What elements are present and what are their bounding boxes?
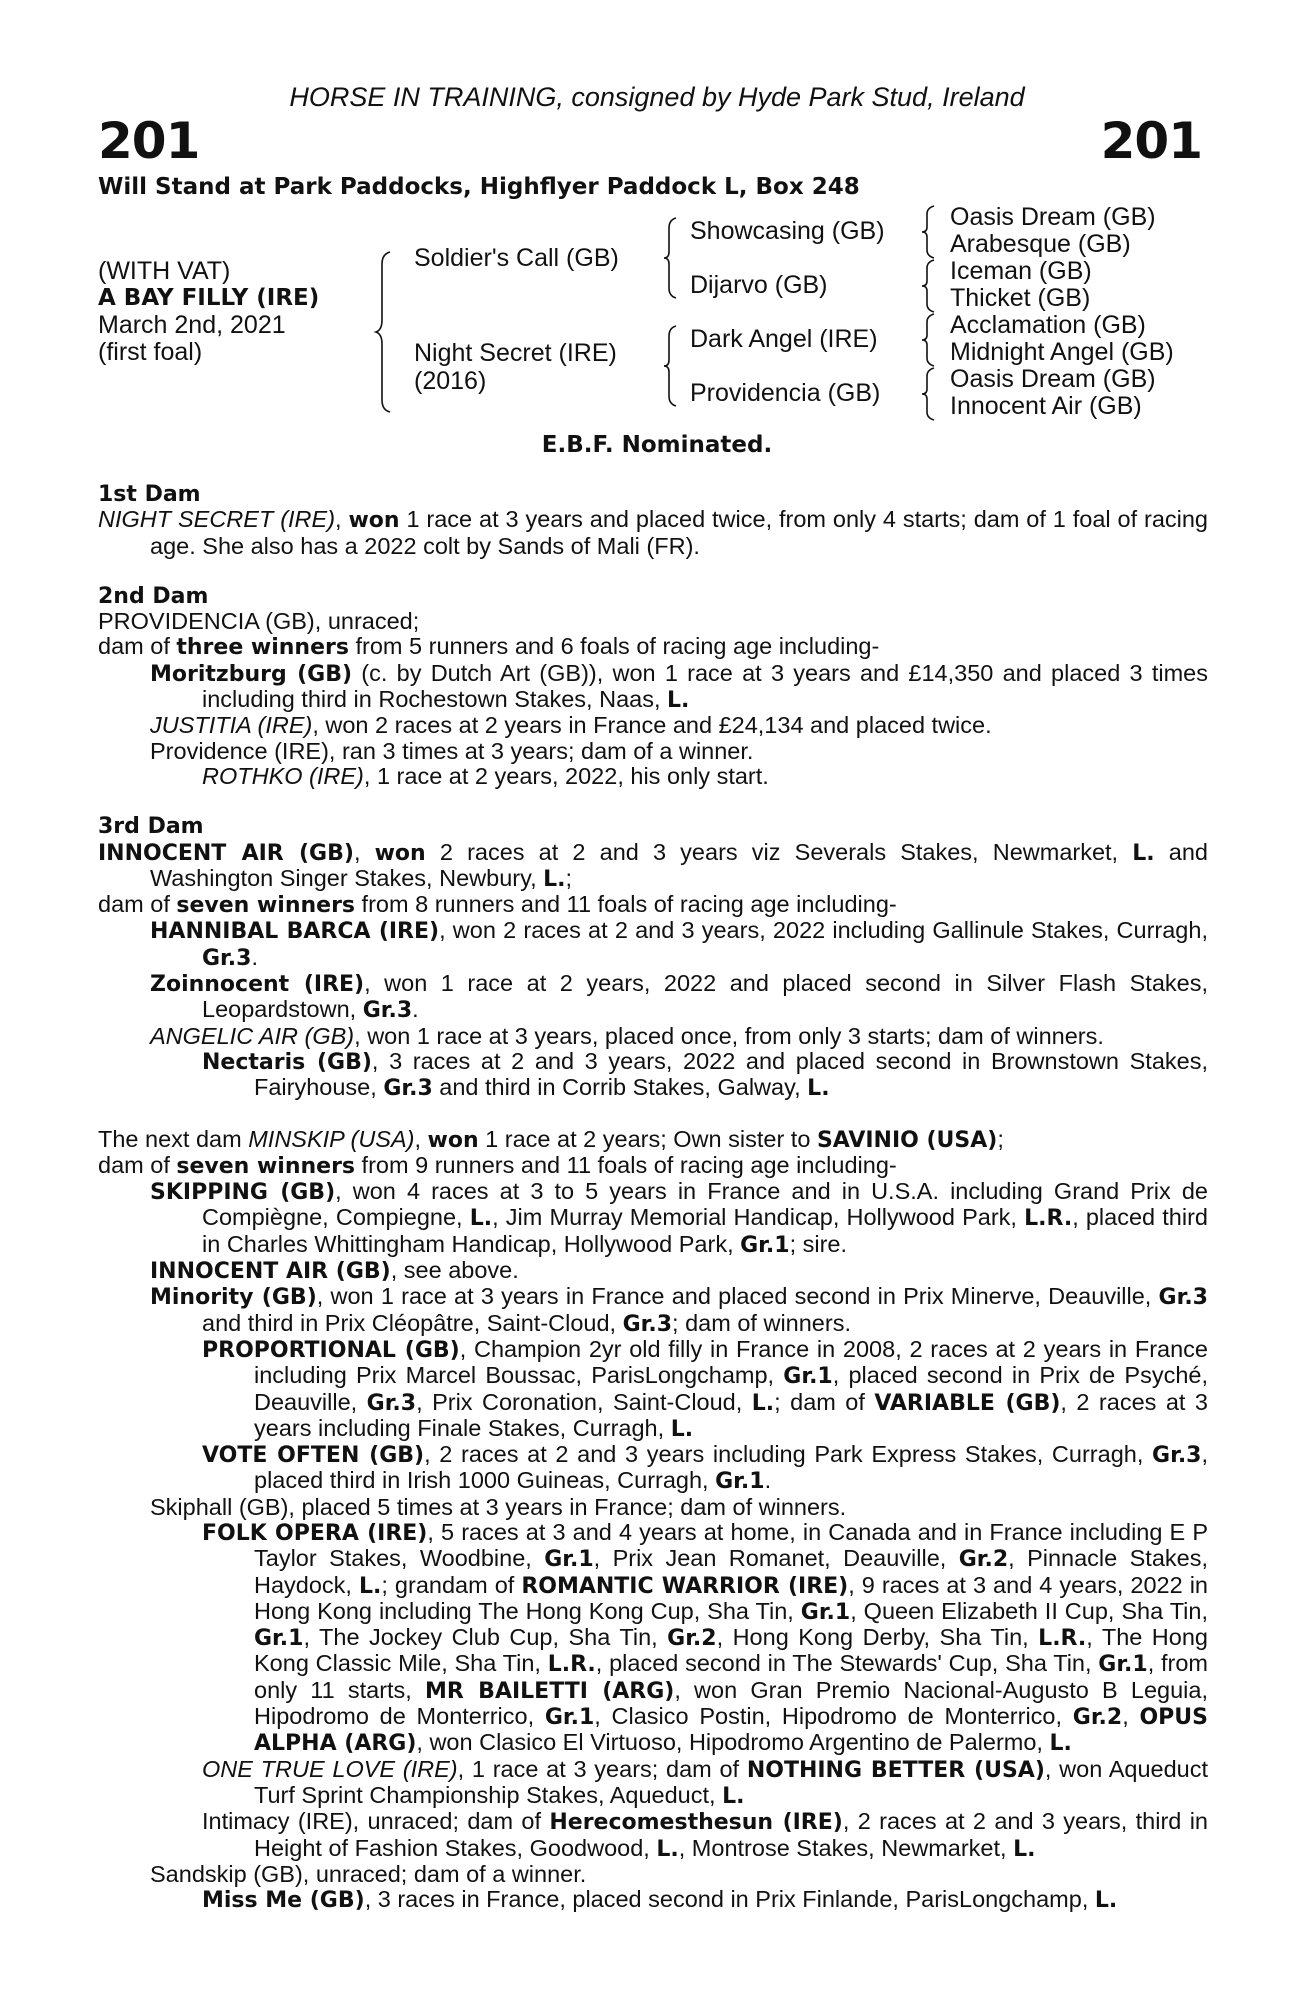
dam-dam: Providencia (GB) xyxy=(690,379,881,407)
consignment-line: HORSE IN TRAINING, consigned by Hyde Park Stud, Ireland xyxy=(289,82,1025,112)
dam-sire: Dark Angel (IRE) xyxy=(690,325,878,353)
produce-entry: FOLK OPERA (IRE), 5 races at 3 and 4 years at home, in Canada and in France including E P Taylor Stakes, Woodbine, Gr.1, Prix Jean Romanet, Deauville, Gr.2, Pinnacle Stakes, Haydock, L.; grandam of ROMANTIC WARRIOR (IRE), 9 races at 3 and 4 years, 2022 in Hong Kong including The Hong Kong Cup, Sha Tin, Gr.1, Queen Elizabeth II Cup, Sha Tin, Gr.1, The Jockey Club Cup, Sha Tin, Gr.2, Hong Kong Derby, Sha Tin, L.R., The Hong Kong Classic Mile, Sha Tin, L.R., placed second in The Stewards' Cup, Sha Tin, Gr.1, from only 11 starts, MR BAILETTI (ARG), won Gran Premio Nacional-Augusto B Leguia, Hipodromo de Monterrico, Gr.1, Clasico Postin, Hipodromo de Monterrico, Gr.2, OPUS ALPHA (ARG), won Clasico El Virtuoso, Hipodromo Argentino de Palermo, L. xyxy=(202,1518,1209,1757)
produce-entry: SKIPPING (GB), won 4 races at 3 to 5 years in France and in U.S.A. including Grand Prix de Compiègne, Compiegne, L., Jim Murray Memorial Handicap, Hollywood Park, L.R., placed third in Charles Whittingham Handicap, Hollywood Park, Gr.1; sire. xyxy=(150,1178,1209,1258)
gen3-bracket-2 xyxy=(922,260,936,312)
produce-entry: HANNIBAL BARCA (IRE), won 2 races at 2 and 3 years, 2022 including Gallinule Stakes, Curragh, Gr.3. xyxy=(150,917,1208,971)
gen3-ancestor: Oasis Dream (GB) xyxy=(950,365,1156,393)
produce-entry: Nectaris (GB), 3 races at 2 and 3 years, 2022 and placed second in Brownstown Stakes, Fairyhouse, Gr.3 and third in Corrib Stakes, Galway, L. xyxy=(202,1047,1208,1102)
dam-year: (2016) xyxy=(414,367,487,395)
third-dam-paragraph: INNOCENT AIR (GB), won 2 races at 2 and 3 years viz Severals Stakes, Newmarket, L. and Washington Singer Stakes, Newbury, L.; xyxy=(98,838,1208,892)
gen3-ancestor: Acclamation (GB) xyxy=(950,311,1146,339)
produce-entry: Intimacy (IRE), unraced; dam of Herecomesthesun (IRE), 2 races at 2 and 3 years, third in Height of Fashion Stakes, Goodwood, L., Montrose Stakes, Newmarket, L. xyxy=(202,1808,1209,1862)
gen3-ancestor: Midnight Angel (GB) xyxy=(950,338,1174,366)
next-dam-produce-intro: dam of seven winners from 9 runners and 11 foals of racing age including- xyxy=(98,1151,897,1179)
produce-entry: PROPORTIONAL (GB), Champion 2yr old filly in France in 2008, 2 races at 2 years in France including Prix Marcel Boussac, ParisLongchamp, Gr.1, placed second in Prix de Psyché, Deauville, Gr.3, Prix Coronation, Saint-Cloud, L.; dam of VARIABLE (GB), 2 races at 3 years including Finale Stakes, Curragh, L. xyxy=(202,1335,1208,1442)
produce-entry: JUSTITIA (IRE), won 2 races at 2 years in France and £24,134 and placed twice. xyxy=(150,712,992,739)
produce-entry: ROTHKO (IRE), 1 race at 2 years, 2022, his only start. xyxy=(202,762,769,789)
granddam-paragraph: PROVIDENCIA (GB), unraced; xyxy=(98,608,420,635)
produce-entry: Skiphall (GB), placed 5 times at 3 years in France; dam of winners. xyxy=(150,1493,847,1520)
third-dam-produce-intro: dam of seven winners from 8 runners and 11 foals of racing age including- xyxy=(98,891,897,919)
dam-bracket xyxy=(664,326,678,406)
gen3-bracket-1 xyxy=(922,206,936,258)
gen3-ancestor: Arabesque (GB) xyxy=(950,230,1131,258)
dam-paragraph: NIGHT SECRET (IRE), won 1 race at 3 years and placed twice, from only 4 starts; dam of 1 foal of racing age. She also has a 2022 colt by Sands of Mali (FR). xyxy=(98,506,1208,559)
horse-title: A BAY FILLY (IRE) xyxy=(98,285,320,311)
sire-sire: Showcasing (GB) xyxy=(690,217,885,245)
produce-entry: INNOCENT AIR (GB), see above. xyxy=(150,1257,519,1285)
gen3-bracket-3 xyxy=(922,314,936,366)
produce-entry: ONE TRUE LOVE (IRE), 1 race at 3 years; dam of NOTHING BETTER (USA), won Aqueduct Turf Sprint Championship Stakes, Aqueduct, L. xyxy=(202,1755,1209,1809)
next-dam-paragraph: The next dam MINSKIP (USA), won 1 race at 2 years; Own sister to SAVINIO (USA); xyxy=(98,1125,1004,1153)
foal-note: (first foal) xyxy=(98,338,203,366)
sire-bracket xyxy=(664,218,678,298)
produce-entry: Minority (GB), won 1 race at 3 years in France and placed second in Prix Minerve, Deauville, Gr.3 and third in Prix Cléopâtre, Saint-Cloud, Gr.3; dam of winners. xyxy=(150,1283,1208,1337)
pedigree-bracket-main xyxy=(376,252,392,412)
ebf-nominated: E.B.F. Nominated. xyxy=(541,432,773,458)
produce-entry: Zoinnocent (IRE), won 1 race at 2 years, 2022 and placed second in Silver Flash Stakes, Leopardstown, Gr.3. xyxy=(150,970,1208,1024)
stand-info: Will Stand at Park Paddocks, Highflyer Paddock L, Box 248 xyxy=(98,174,860,200)
horse-description xyxy=(98,258,319,366)
produce-entry: Moritzburg (GB) (c. by Dutch Art (GB)), won 1 race at 3 years and £14,350 and placed 3 times including third in Rochestown Stakes, Naas, L. xyxy=(150,659,1209,714)
produce-entry: Miss Me (GB), 3 races in France, placed second in Prix Finlande, ParisLongchamp, L. xyxy=(202,1886,1118,1914)
gen3-ancestor: Oasis Dream (GB) xyxy=(950,203,1156,231)
gen3-ancestor: Iceman (GB) xyxy=(950,257,1092,285)
granddam-produce-intro: dam of three winners from 5 runners and 6 foals of racing age including- xyxy=(98,633,880,661)
section-heading-3rd-dam: 3rd Dam xyxy=(98,814,204,840)
catalogue-body xyxy=(98,482,1208,1913)
sire-dam: Dijarvo (GB) xyxy=(690,271,828,299)
dam-name: Night Secret (IRE) xyxy=(414,339,617,367)
gen3-ancestor: Innocent Air (GB) xyxy=(950,392,1142,420)
section-heading-2nd-dam: 2nd Dam xyxy=(98,583,209,609)
date-of-birth: March 2nd, 2021 xyxy=(98,311,286,339)
produce-entry: ANGELIC AIR (GB), won 1 race at 3 years, placed once, from only 3 starts; dam of winners. xyxy=(150,1022,1104,1049)
sire-name: Soldier's Call (GB) xyxy=(414,244,619,272)
produce-entry: Providence (IRE), ran 3 times at 3 years; dam of a winner. xyxy=(150,737,754,764)
lot-number-right: 201 xyxy=(1100,112,1202,170)
produce-entry: VOTE OFTEN (GB), 2 races at 2 and 3 years including Park Express Stakes, Curragh, Gr.3, placed third in Irish 1000 Guineas, Curragh, Gr.1. xyxy=(202,1441,1209,1495)
produce-entry: Sandskip (GB), unraced; dam of a winner. xyxy=(150,1860,587,1887)
lot-number-left: 201 xyxy=(98,112,200,170)
section-heading-1st-dam: 1st Dam xyxy=(98,482,201,507)
gen3-ancestor: Thicket (GB) xyxy=(950,284,1091,312)
vat-note: (WITH VAT) xyxy=(98,257,231,285)
gen3-bracket-4 xyxy=(922,368,936,420)
